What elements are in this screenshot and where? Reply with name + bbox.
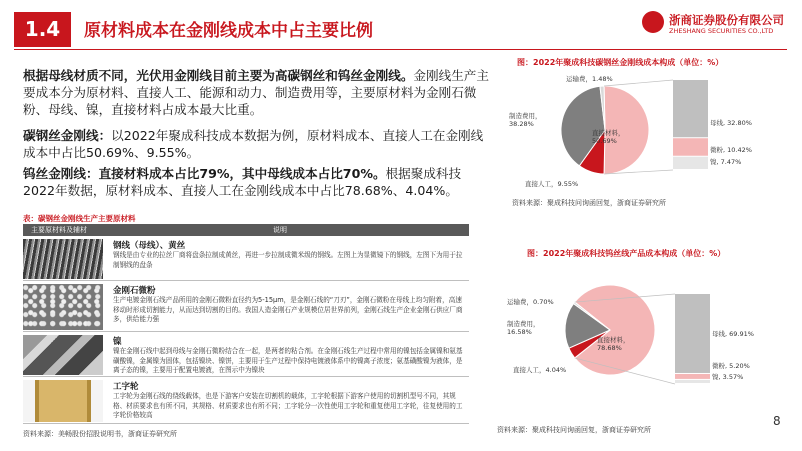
chart2-pie — [565, 285, 655, 375]
diamond-powder-image — [23, 284, 103, 330]
row-desc: 工字轮为金刚石线的绕线载体，也是下游客户安装在切割机的载体，工字轮根据下游客户使用的切割机型号不同，其规格、材质要求也有所不同，其规格、材质要求也有所不同；工字轮分一次性使用工字轮和重复使用工字轮，往复使用的工字轮价格较高 — [113, 392, 463, 420]
section-number: 1.4 — [14, 12, 71, 47]
breakdown-segment-2 — [673, 157, 708, 169]
chart2-label-yunshu: 运输费，0.70% — [507, 298, 554, 306]
chart2-label-nie: 镍, 3.57% — [712, 373, 744, 381]
chart1-source: 资料来源：聚成科技问询函回复，浙商证券研究所 — [512, 199, 666, 207]
row-name: 钢线（母线）、黄丝 — [113, 241, 186, 251]
paragraph-1-lead: 根据母线材质不同，光伏用金刚线目前主要为高碳钢丝和钨丝金刚线。 — [23, 68, 414, 83]
chart1-label-rengong: 直接人工，9.55% — [525, 180, 579, 188]
spool-image — [23, 380, 103, 422]
paragraph-3-lead: 钨丝金刚线：直接材料成本占比79%，其中母线成本占比70%。 — [23, 166, 386, 181]
table-source: 资料来源：美畅股份招股说明书，浙商证券研究所 — [23, 430, 177, 438]
chart1-title: 图：2022年聚成科技碳钢丝金刚线成本构成（单位：%） — [517, 58, 724, 67]
chart2-pie-of-bar — [505, 262, 785, 387]
breakdown-segment-1 — [673, 138, 708, 156]
chart1-label-zhijie: 直接材料， 50.69% — [592, 129, 625, 145]
table-col-materials: 主要原材料及辅材 — [31, 226, 87, 234]
breakdown-segment-0 — [675, 294, 710, 373]
row-desc: 生产电镀金刚石线产品所用的金刚石微粉直径约为5-15μm，是金刚石线的“刀刃”，金刚石微粉在母线上均匀附着，高速移动时形成切割能力，从而达到切割的目的。我国人造金刚石产业规模位居世界前列，金刚石线生产企业金刚石供应厂商多，供给能力强 — [113, 296, 463, 324]
paragraph-1-body: 金刚线生产主要成本分为原材料、直接人工、能源和动力、制造费用等，主要原材料为金刚石微粉、母线、镍，直接材料占成本最大比重。 — [23, 68, 489, 117]
chart1-label-nie: 镍, 7.47% — [710, 158, 742, 166]
table-row — [23, 237, 469, 281]
logo-mark-icon — [642, 11, 664, 33]
row-name: 镍 — [113, 337, 122, 347]
chart1-connector-top — [604, 80, 673, 86]
chart1-label-muxian: 母线, 32.80% — [710, 119, 752, 127]
chart1-label-weifen: 微粉, 10.42% — [710, 146, 752, 154]
chart1-breakdown-bar — [673, 80, 708, 169]
row-name: 金刚石微粉 — [113, 286, 156, 296]
logo-en-text: ZHESHANG SECURITIES CO.,LTD — [669, 27, 774, 35]
chart2-label-weifen: 微粉, 5.20% — [712, 362, 750, 370]
page-title: 原材料成本在金刚线成本中占主要比例 — [84, 21, 373, 41]
paragraph-3 — [23, 165, 491, 199]
paragraph-1 — [23, 67, 491, 118]
row-desc: 镍在金刚石线中起到母线与金刚石微粉结合在一起，是两者的粘合剂。在金刚石线生产过程中常用的镍包括金属镍和氨基磺酸镍，金属镍为固体，包括镍块、镍饼，主要用于生产过程中保持电镀液体系中的镍离子浓度；氨基磺酸镍为液体，是离子态的镍，主要用于配置电镀液，在图示中为镍块 — [113, 347, 463, 375]
row-name: 工字轮 — [113, 382, 139, 392]
table-header — [23, 224, 469, 236]
table-row — [23, 378, 469, 424]
chart1-label-yunshu: 运输费，1.48% — [566, 75, 613, 83]
breakdown-segment-0 — [673, 80, 708, 137]
table-col-desc: 说明 — [273, 226, 287, 234]
breakdown-segment-1 — [675, 374, 710, 379]
paragraph-3-body: 根据聚成科技2022年数据，原材料成本、直接人工在金刚线成本中占比78.68%、4.04%。 — [23, 166, 462, 198]
company-logo — [642, 8, 792, 40]
row-desc: 钢线是由专业的拉丝厂商将盘条拉制成黄丝，再进一步拉制成微米级的钢线。左图上为显微镜下的钢线，左图下为用于拉制钢线的盘条 — [113, 251, 463, 269]
chart2-label-muxian: 母线, 69.91% — [712, 330, 754, 338]
breakdown-segment-2 — [675, 380, 710, 383]
paragraph-2-body: 以2022年聚成科技成本数据为例，原材料成本、直接人工在金刚线成本中占比50.69%、9.55%。 — [23, 128, 484, 160]
steel-wire-image — [23, 239, 103, 279]
chart2-source: 资料来源：聚成科技问询函回复，浙商证券研究所 — [497, 426, 651, 434]
title-divider — [14, 49, 787, 50]
chart1-pie-of-bar — [505, 68, 785, 193]
logo-cn-text: 浙商证券股份有限公司 — [669, 13, 784, 27]
table-row — [23, 282, 469, 332]
chart2-label-rengong: 直接人工，4.04% — [513, 366, 567, 374]
chart2-title: 图：2022年聚成科技钨丝线产品成本构成（单位：%） — [527, 249, 726, 258]
chart2-breakdown-bar — [675, 294, 710, 383]
paragraph-2 — [23, 127, 491, 161]
table-title: 表：碳钢丝金刚线生产主要原材料 — [23, 214, 136, 223]
nickel-image — [23, 335, 103, 375]
chart1-label-zhizao: 制造费用， 38.28% — [509, 112, 542, 128]
chart2-label-zhizao: 制造费用， 16.58% — [507, 320, 540, 336]
table-row — [23, 333, 469, 377]
page-number: 8 — [773, 414, 781, 428]
paragraph-2-lead: 碳钢丝金刚线： — [23, 128, 112, 143]
chart2-label-zhijie: 直接材料， 78.68% — [597, 336, 630, 352]
